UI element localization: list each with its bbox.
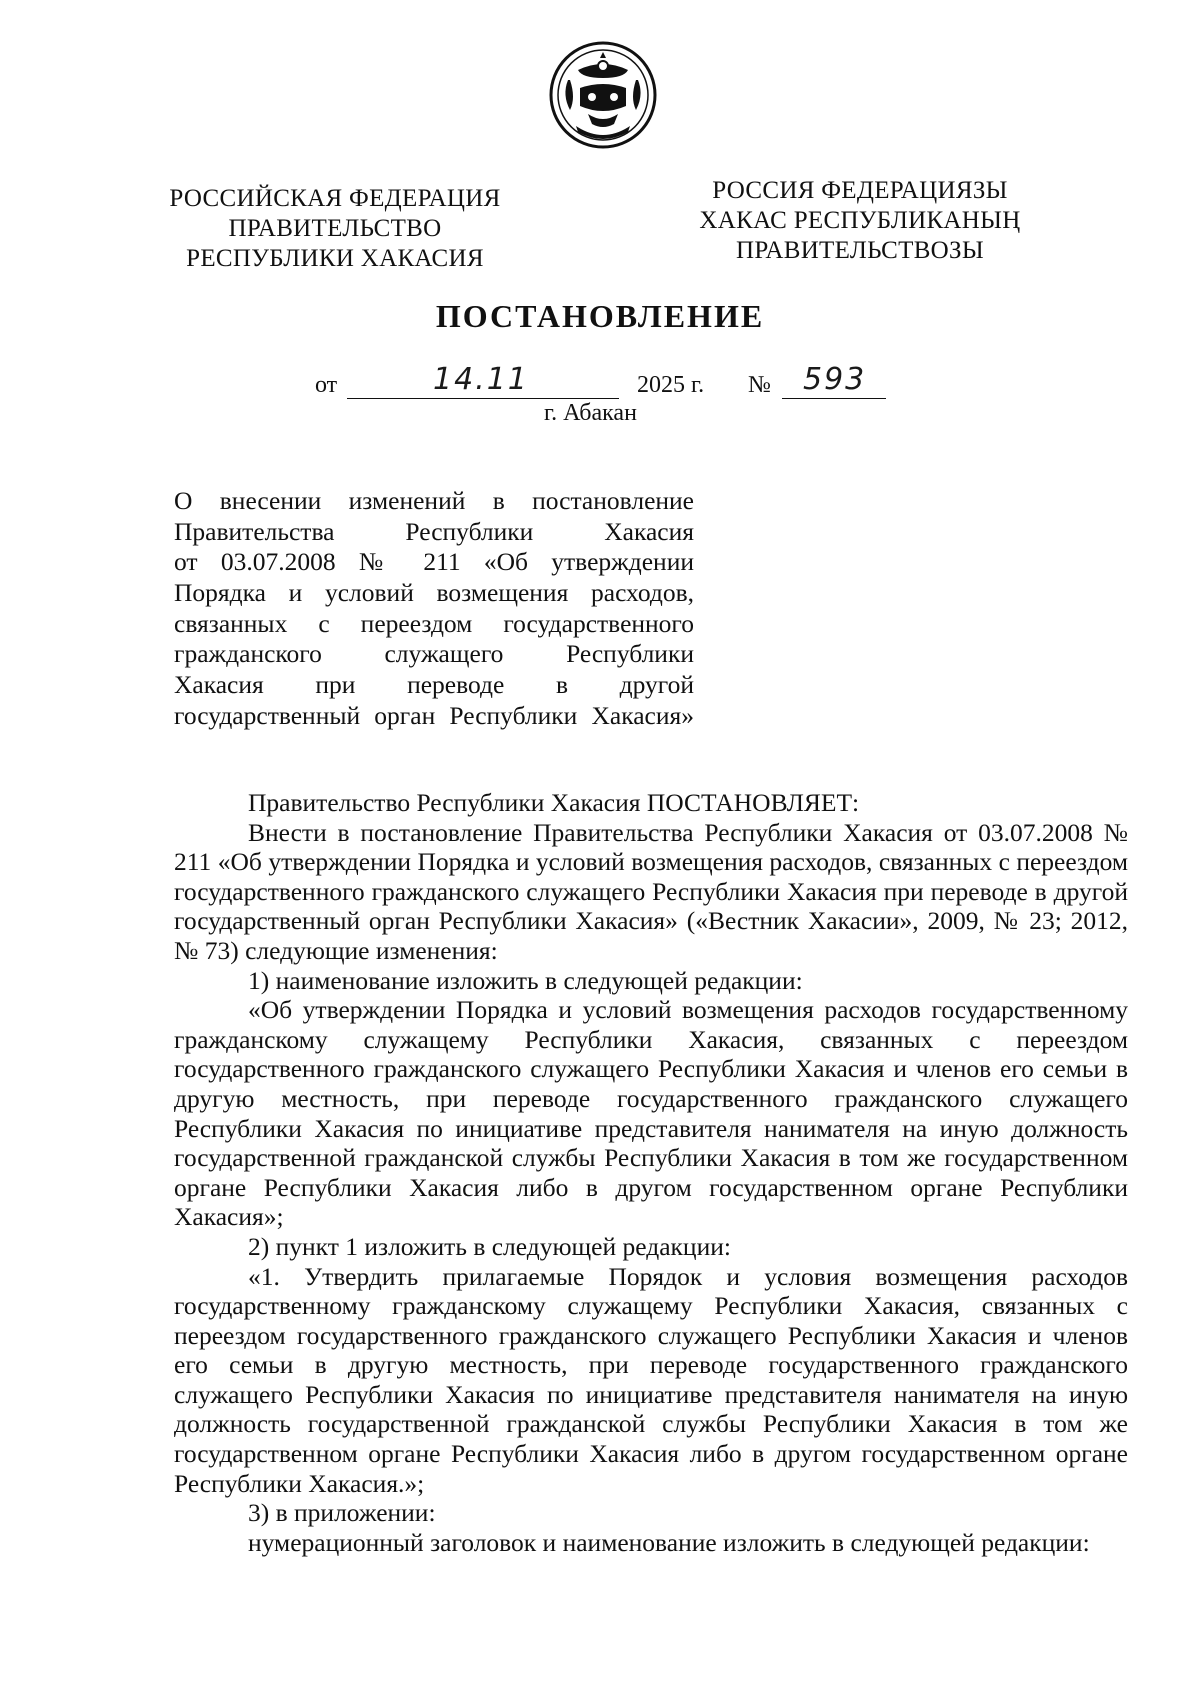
year-label: 2025 г.: [637, 372, 705, 398]
header-kjh-line-2: ХАКАС РЕСПУБЛИКАНЫҢ: [699, 207, 1021, 234]
body-paragraph: «Об утверждении Порядка и условий возмещения расходов государственному гражданскому служащему Республики Хакасия, связанных с переездом государственного гражданского служащего Республики Хакасия и членов его семьи в другую местность, при переводе государственного гражданского служащего Республики Хакасия по инициативе представителя нанимателя на иную должность государственной гражданской службы Республики Хакасия в том же государственном органе Республики Хакасия либо в другом государственном органе Республики Хакасия»;: [174, 995, 1128, 1232]
date-from-label: от: [315, 372, 338, 398]
header-ru-line-3: РЕСПУБЛИКИ ХАКАСИЯ: [186, 245, 484, 272]
header-kjh-line-1: РОССИЯ ФЕДЕРАЦИЯЗЫ: [712, 177, 1008, 204]
number-handwritten: 593: [803, 362, 867, 397]
document-title: [174, 486, 694, 732]
number-label: №: [748, 372, 771, 398]
header-ru-line-2: ПРАВИТЕЛЬСТВО: [228, 215, 442, 242]
body-paragraph: 3) в приложении:: [248, 1498, 436, 1528]
document-body: [174, 788, 1128, 1557]
document-type-heading: ПОСТАНОВЛЕНИЕ: [435, 298, 765, 334]
title-line: от 03.07.2008 № 211 «Об утверждении: [174, 547, 694, 577]
header-kjh: [680, 176, 1040, 266]
title-line: гражданского служащего Республики: [174, 639, 694, 669]
body-paragraph: Внести в постановление Правительства Республики Хакасия от 03.07.2008 № 211 «Об утверждении Порядка и условий возмещения расходов, связанных с переездом государственного гражданского служащего Республики Хакасия при переводе в другой государственный орган Республики Хакасия» («Вестник Хакасии», 2009, № 23; 2012, № 73) следующие изменения:: [174, 817, 1128, 965]
title-line: О внесении изменений в постановление: [174, 486, 694, 515]
title-line: Хакасия при переводе в другой: [174, 670, 694, 700]
city-label: г. Абакан: [544, 400, 637, 426]
title-line: Правительства Республики Хакасия: [174, 516, 694, 546]
coat-of-arms-icon: [548, 40, 658, 150]
body-paragraph: 2) пункт 1 изложить в следующей редакции:: [248, 1231, 731, 1261]
body-paragraph: «1. Утвердить прилагаемые Порядок и условия возмещения расходов государственному гражданскому служащему Республики Хакасия, связанных с переездом государственного гражданского служащего Республики Хакасия и членов его семьи в другую местность, при переводе государственного гражданского служащего Республики Хакасия по инициативе представителя нанимателя на иную должность государственной гражданской службы Республики Хакасия в том же государственном органе Республики Хакасия либо в другом государственном органе Республики Хакасия.»;: [174, 1261, 1128, 1498]
header-ru-line-1: РОССИЙСКАЯ ФЕДЕРАЦИЯ: [169, 185, 501, 212]
title-line: Порядка и условий возмещения расходов,: [174, 578, 694, 608]
header-kjh-line-3: ПРАВИТЕЛЬСТВОЗЫ: [736, 237, 984, 264]
body-paragraph: нумерационный заголовок и наименование изложить в следующей редакции:: [248, 1527, 1090, 1557]
body-paragraph: Правительство Республики Хакасия ПОСТАНОВЛЯЕТ:: [248, 788, 860, 817]
title-line: государственный орган Республики Хакасия»: [174, 700, 694, 730]
body-paragraph: 1) наименование изложить в следующей редакции:: [248, 965, 803, 995]
date-handwritten: 14.11: [433, 362, 529, 397]
header-ru: [160, 184, 510, 274]
title-line: связанных с переездом государственного: [174, 608, 694, 638]
